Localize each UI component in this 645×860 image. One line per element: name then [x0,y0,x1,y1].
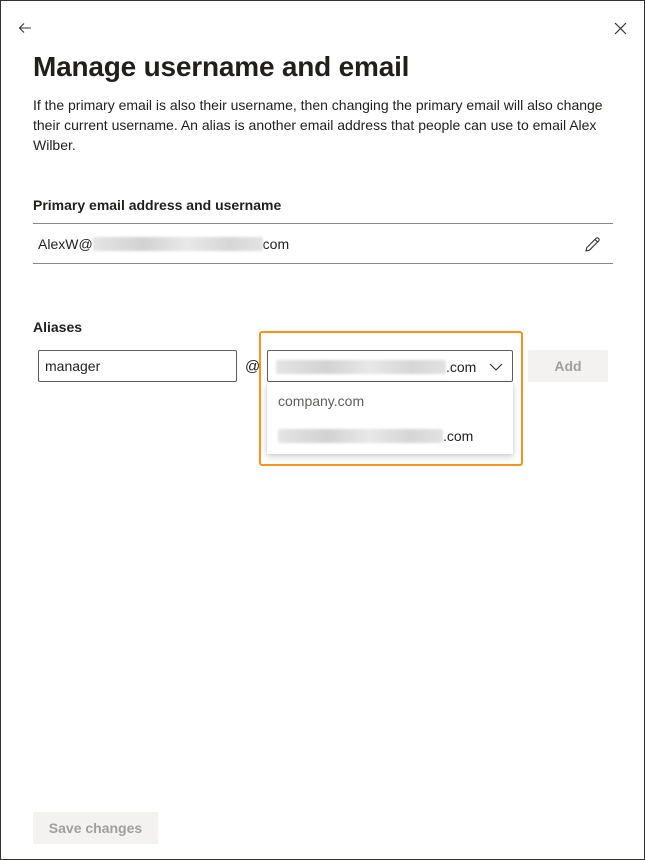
back-button[interactable] [15,18,35,38]
page-description: If the primary email is also their username, then changing the primary email will also change their current username. An alias is another email address that people can use to email Alex Wilber. [33,97,603,153]
dropdown-option[interactable] [267,383,513,419]
redacted-domain [278,429,443,443]
primary-email-prefix: AlexW@ [38,236,93,252]
save-changes-button[interactable]: Save changes [33,812,158,844]
domain-dropdown[interactable] [267,350,513,382]
chevron-down-icon [488,359,504,375]
arrow-left-icon [18,22,32,34]
dropdown-option[interactable] [267,418,513,454]
edit-primary-email-button[interactable] [582,234,602,254]
alias-input[interactable] [38,350,237,382]
redacted-domain [93,237,263,251]
aliases-label: Aliases [33,319,83,335]
close-button[interactable] [610,18,630,38]
selected-domain-suffix: .com [446,359,477,375]
add-alias-button[interactable]: Add [528,350,608,382]
option-suffix: .com [443,428,474,444]
primary-email-value [38,236,289,252]
domain-dropdown-list [267,382,513,454]
domain-dropdown-value [276,359,476,375]
page-title: Manage username and email [33,51,410,82]
redacted-domain [276,360,446,374]
close-icon [614,22,627,35]
primary-email-row [33,223,613,264]
pencil-icon [584,236,601,253]
primary-email-label: Primary email address and username [33,197,282,213]
primary-email-suffix: com [262,236,290,252]
option-label: company.com [278,393,365,409]
at-sign: @ [245,358,261,375]
